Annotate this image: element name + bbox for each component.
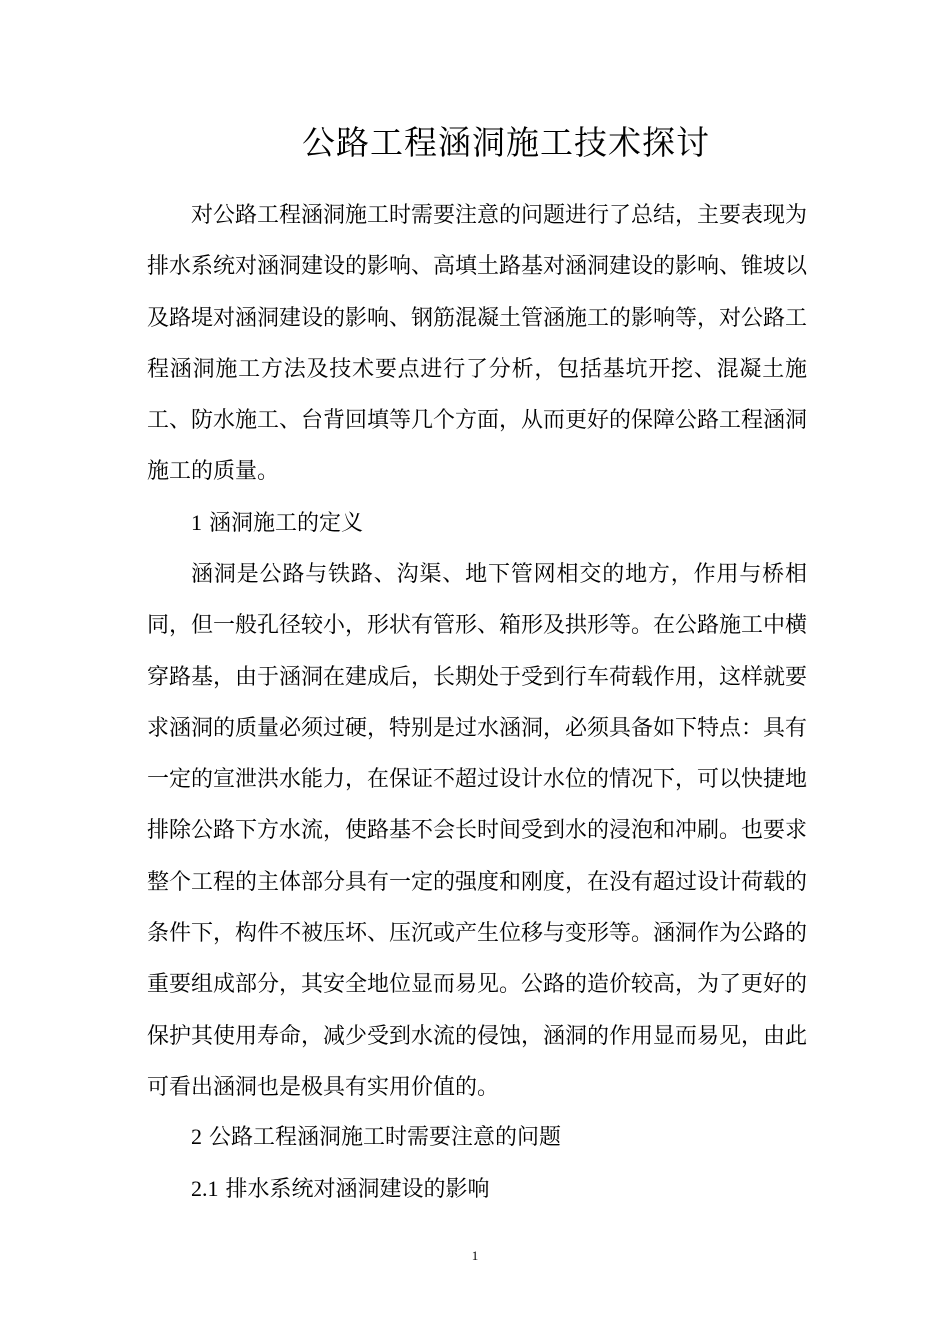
section-2-title: 公路工程涵洞施工时需要注意的问题 bbox=[202, 1125, 561, 1150]
section-2-1-number: 2.1 bbox=[191, 1176, 219, 1201]
section-1-number: 1 bbox=[191, 510, 202, 535]
section-1-title: 涵洞施工的定义 bbox=[202, 511, 363, 536]
section-1-heading bbox=[191, 497, 363, 549]
abstract-paragraph: 对公路工程涵洞施工时需要注意的问题进行了总结，主要表现为排水系统对涵洞建设的影响、高填土路基对涵洞建设的影响、锥坡以及路堤对涵洞建设的影响、钢筋混凝土管涵施工的影响等，对公路工程涵洞施工方法及技术要点进行了分析，包括基坑开挖、混凝土施工、防水施工、台背回填等几个方面，从而更好的保障公路工程涵洞施工的质量。 bbox=[147, 203, 808, 485]
section-2-1-title: 排水系统对涵洞建设的影响 bbox=[218, 1177, 490, 1202]
section-1-paragraph: 涵洞是公路与铁路、沟渠、地下管网相交的地方，作用与桥相同，但一般孔径较小，形状有管形、箱形及拱形等。在公路施工中横穿路基，由于涵洞在建成后，长期处于受到行车荷载作用，这样就要求涵洞的质量必须过硬，特别是过水涵洞，必须具备如下特点：具有一定的宣泄洪水能力，在保证不超过设计水位的情况下，可以快捷地排除公路下方水流，使路基不会长时间受到水的浸泡和冲刷。也要求整个工程的主体部分具有一定的强度和刚度，在没有超过设计荷载的条件下，构件不被压坏、压沉或产生位移与变形等。涵洞作为公路的重要组成部分，其安全地位显而易见。公路的造价较高，为了更好的保护其使用寿命，减少受到水流的侵蚀，涵洞的作用显而易见，由此可看出涵洞也是极具有实用价值的。 bbox=[147, 562, 808, 1100]
section-2-1-heading bbox=[191, 1163, 490, 1215]
page-number: 1 bbox=[471, 1248, 479, 1263]
section-2-heading bbox=[191, 1111, 561, 1163]
document-title: 公路工程涵洞施工技术探讨 bbox=[302, 123, 710, 162]
section-2-number: 2 bbox=[191, 1124, 202, 1149]
